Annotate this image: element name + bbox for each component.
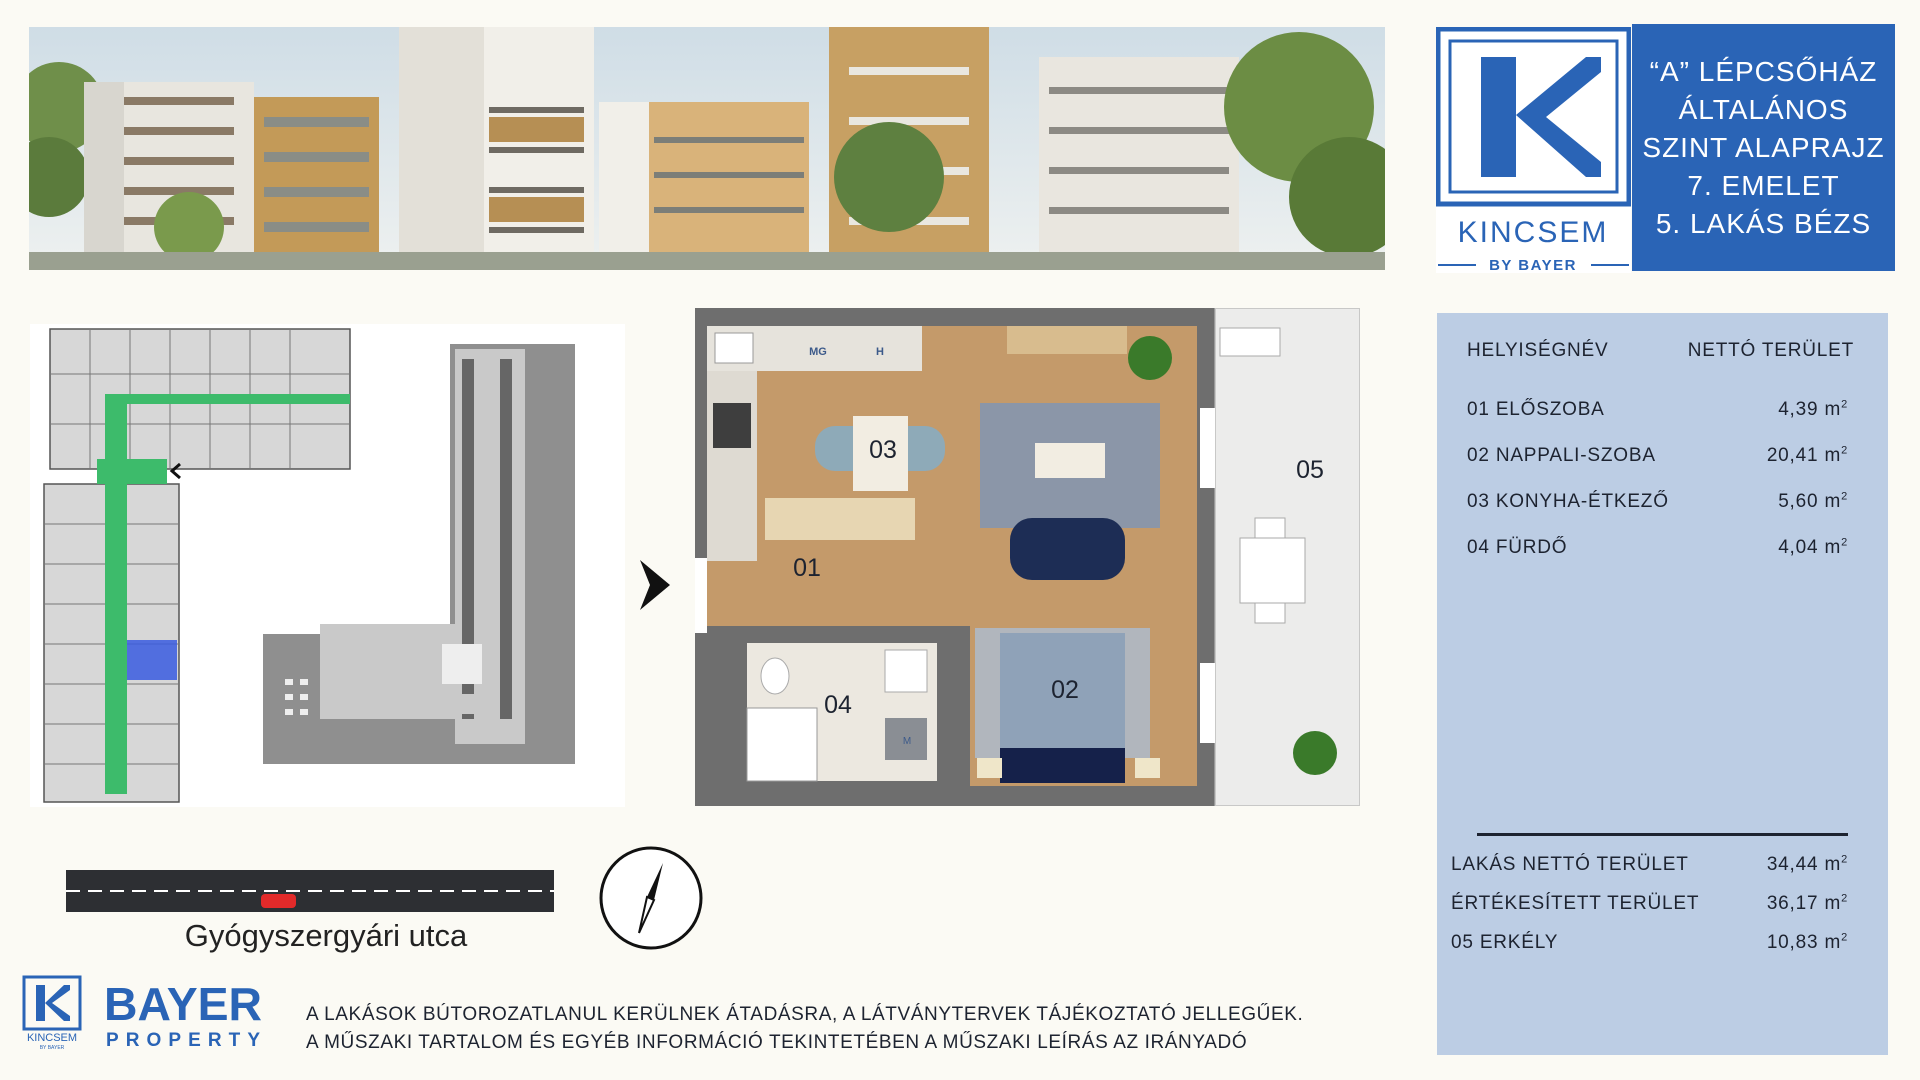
brand-sub: BY BAYER: [1489, 257, 1577, 273]
disclaimer: [306, 1001, 1303, 1057]
total-name: ÉRTÉKESÍTETT TERÜLET: [1451, 893, 1700, 914]
property-word: PROPERTY: [106, 1030, 260, 1050]
room-label-05: 05: [1296, 456, 1324, 484]
unit-sup: 2: [1841, 398, 1848, 411]
street-name: Gyógyszergyári utca: [184, 918, 468, 953]
small-logo-sub: BY BAYER: [39, 1045, 65, 1050]
total-name: LAKÁS NETTÓ TERÜLET: [1451, 854, 1689, 875]
disclaimer-line-2: A MŰSZAKI TARTALOM ÉS EGYÉB INFORMÁCIÓ TEKINTETÉBEN A MŰSZAKI LEÍRÁS AZ IRÁNYADÓ: [306, 1032, 1248, 1053]
car-icon: [261, 894, 296, 908]
room-area: 4,04 m: [1778, 537, 1842, 558]
header-net-area: NETTÓ TERÜLET: [1687, 340, 1854, 361]
hero-rendering-image: [29, 27, 1385, 270]
corridor-highlight: [105, 394, 350, 404]
unit-sup: 2: [1841, 892, 1848, 905]
room-name: 02 NAPPALI-SZOBA: [1467, 445, 1656, 466]
building-key-plan: [30, 324, 625, 807]
unit-highlight: [127, 640, 177, 680]
unit-sup: 2: [1841, 853, 1848, 866]
total-area: 10,83 m: [1766, 932, 1842, 953]
room-name: 03 KONYHA-ÉTKEZŐ: [1467, 491, 1669, 512]
total-name: 05 ERKÉLY: [1451, 932, 1559, 953]
room-label-02: 02: [1051, 676, 1079, 704]
title-line-4: 7. EMELET: [1687, 169, 1840, 201]
title-line-5: 5. LAKÁS BÉZS: [1655, 207, 1872, 239]
unit-sup: 2: [1841, 490, 1848, 503]
small-logo-name: KINCSEM: [26, 1032, 78, 1044]
kincsem-logo: [1436, 27, 1631, 273]
title-box: [1632, 24, 1895, 271]
title-line-1: “A” LÉPCSŐHÁZ: [1649, 55, 1878, 87]
entry-arrow-icon: [640, 560, 672, 610]
header-room-name: HELYISÉGNÉV: [1467, 340, 1609, 361]
room-name: 04 FÜRDŐ: [1467, 537, 1568, 558]
north-compass-icon: [598, 845, 704, 951]
brand-name: KINCSEM: [1457, 216, 1609, 249]
room-area: 4,39 m: [1778, 399, 1842, 420]
m-label: M: [902, 736, 912, 747]
unit-sup: 2: [1841, 931, 1848, 944]
bayer-property-logo: [104, 980, 264, 1050]
room-name: 01 ELŐSZOBA: [1467, 399, 1605, 420]
total-area: 36,17 m: [1766, 893, 1842, 914]
title-line-3: SZINT ALAPRAJZ: [1642, 131, 1885, 163]
room-area-table: [1437, 313, 1888, 1055]
table-separator: [1477, 833, 1848, 836]
room-label-03: 03: [869, 436, 897, 464]
bayer-word: BAYER: [104, 980, 262, 1030]
street-graphic: [66, 870, 554, 912]
room-label-04: 04: [824, 691, 852, 719]
unit-sup: 2: [1841, 444, 1848, 457]
room-area: 20,41 m: [1766, 445, 1842, 466]
total-area: 34,44 m: [1766, 854, 1842, 875]
disclaimer-line-1: A LAKÁSOK BÚTOROZATLANUL KERÜLNEK ÁTADÁSRA, A LÁTVÁNYTERVEK TÁJÉKOZTATÓ JELLEGŰEK.: [306, 1004, 1304, 1025]
unit-sup: 2: [1841, 536, 1848, 549]
apartment-floor-plan: [695, 308, 1360, 806]
h-label: H: [876, 346, 884, 358]
room-label-01: 01: [793, 554, 821, 582]
title-line-2: ÁLTALÁNOS: [1678, 93, 1849, 125]
kincsem-small-logo: [22, 975, 82, 1050]
room-area: 5,60 m: [1778, 491, 1842, 512]
mg-label: MG: [809, 346, 827, 358]
